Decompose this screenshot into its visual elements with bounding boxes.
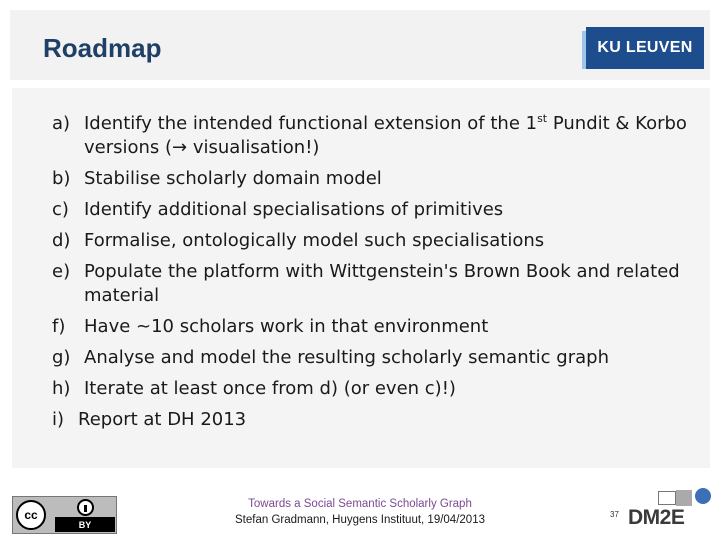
slide-footer xyxy=(190,496,530,528)
list-marker: h) xyxy=(52,378,71,399)
list-item-text-part: Identify the intended functional extension of the 1 xyxy=(84,113,538,134)
cc-by-license-badge[interactable] xyxy=(12,496,117,534)
ku-leuven-logo xyxy=(586,27,704,69)
list-marker: g) xyxy=(52,347,71,368)
list-item xyxy=(52,377,692,401)
list-item xyxy=(52,112,692,160)
footer-author: Stefan Gradmann, Huygens Instituut, 19/04/2013 xyxy=(235,514,485,526)
list-marker: i) xyxy=(52,409,65,430)
list-item-text-part: Pundit & Korbo versions (→ visualisation!) xyxy=(84,113,687,158)
list-item-text: Iterate at least once from d) (or even c)!) xyxy=(84,378,456,399)
box-icon xyxy=(676,490,692,506)
list-item-text xyxy=(84,112,692,160)
list-marker: d) xyxy=(52,230,71,251)
list-item-text: Formalise, ontologically model such specialisations xyxy=(84,230,545,251)
list-marker: e) xyxy=(52,261,71,282)
list-item xyxy=(52,260,692,308)
list-item-text: Analyse and model the resulting scholarly semantic graph xyxy=(84,347,609,368)
list-item xyxy=(52,198,692,222)
ku-leuven-logo-text: KU LEUVEN xyxy=(597,39,693,56)
by-label: BY xyxy=(55,517,115,532)
list-item xyxy=(52,408,692,432)
list-item-text: Populate the platform with Wittgenstein's Brown Book and related material xyxy=(84,261,680,306)
globe-icon xyxy=(695,488,711,504)
attribution-person-icon xyxy=(77,499,94,516)
list-marker: a) xyxy=(52,113,71,134)
page-icon xyxy=(658,491,676,505)
list-item xyxy=(52,167,692,191)
superscript: st xyxy=(537,112,548,125)
cc-icon: cc xyxy=(16,500,46,530)
footer-title: Towards a Social Semantic Scholarly Graph xyxy=(248,498,472,510)
page-number: 37 xyxy=(610,510,619,519)
list-marker: c) xyxy=(52,199,69,220)
dm2e-logo xyxy=(628,486,713,534)
list-item xyxy=(52,315,692,339)
roadmap-list xyxy=(52,112,692,439)
list-item-text: Have ~10 scholars work in that environment xyxy=(84,316,489,337)
list-item-text: Identify additional specialisations of primitives xyxy=(84,199,504,220)
slide-title: Roadmap xyxy=(43,33,162,63)
list-item xyxy=(52,346,692,370)
list-marker: b) xyxy=(52,168,71,189)
list-marker: f) xyxy=(52,316,66,337)
list-item-text: Stabilise scholarly domain model xyxy=(84,168,382,189)
list-item-text: Report at DH 2013 xyxy=(78,409,247,430)
dm2e-logo-text: DM2E xyxy=(628,506,685,529)
list-item xyxy=(52,229,692,253)
